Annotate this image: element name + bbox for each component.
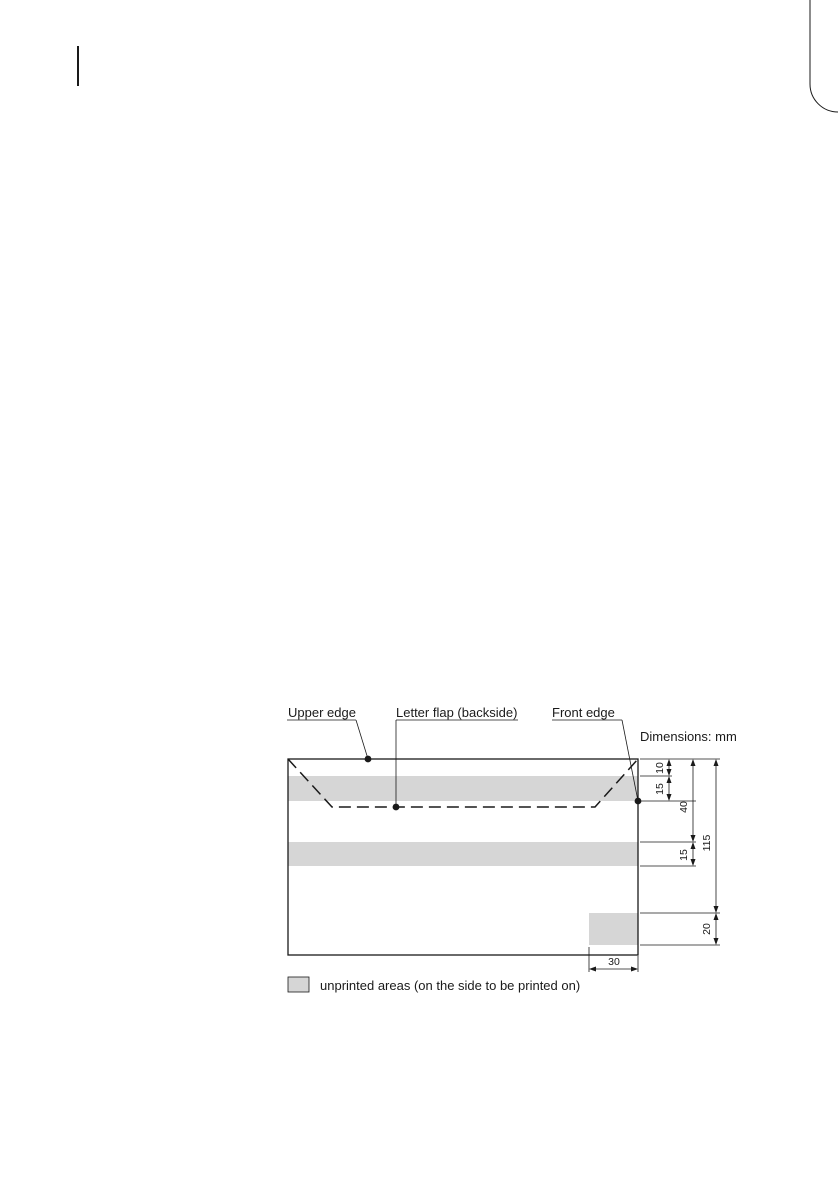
arrow	[691, 759, 696, 766]
arrow	[714, 759, 719, 766]
dim-value-15-top: 15	[654, 783, 666, 795]
letter-flap-dot	[393, 804, 400, 811]
letter-flap-label: Letter flap (backside)	[396, 705, 518, 720]
arrow	[667, 759, 672, 766]
arrow	[667, 769, 672, 776]
unprinted-band-top	[288, 776, 638, 801]
upper-edge-leader	[356, 720, 368, 759]
dim-value-40: 40	[678, 801, 690, 813]
dim-value-10: 10	[654, 762, 666, 774]
upper-edge-dot	[365, 756, 372, 763]
dim-value-15-mid: 15	[678, 849, 690, 861]
dim-value-115: 115	[701, 834, 713, 852]
arrow	[667, 776, 672, 783]
arrow	[691, 835, 696, 842]
unprinted-band-middle	[288, 842, 638, 866]
arrow	[714, 913, 719, 920]
arrow	[691, 859, 696, 866]
arrow	[631, 967, 638, 972]
legend-swatch	[288, 977, 309, 992]
arrow	[667, 794, 672, 801]
dim-value-20: 20	[701, 923, 713, 935]
unprinted-corner-area	[589, 913, 638, 945]
upper-edge-label: Upper edge	[288, 705, 356, 720]
dimensions-unit-label: Dimensions: mm	[640, 729, 737, 744]
front-edge-label: Front edge	[552, 705, 615, 720]
arrow	[714, 906, 719, 913]
arrow	[589, 967, 596, 972]
legend-text: unprinted areas (on the side to be printed on)	[320, 978, 581, 993]
arrow	[691, 842, 696, 849]
dim-value-30: 30	[608, 956, 620, 968]
arrow	[714, 938, 719, 945]
